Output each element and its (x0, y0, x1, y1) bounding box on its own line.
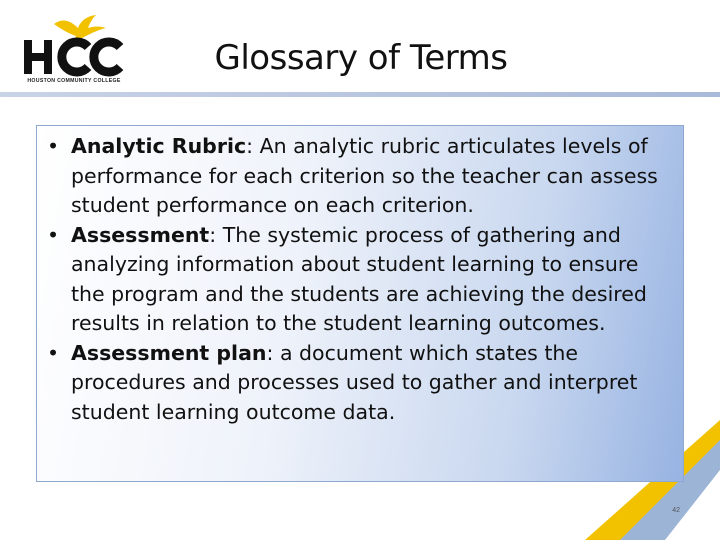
term-separator: : (209, 222, 223, 247)
page-number: 42 (672, 507, 680, 514)
bullet: • (46, 222, 60, 247)
slide-title: Glossary of Terms (214, 38, 508, 78)
term-separator: : (266, 340, 280, 365)
term-label: Assessment plan (71, 340, 267, 365)
term-label: Assessment (71, 222, 210, 247)
logo-college-name: HOUSTON COMMUNITY COLLEGE (27, 78, 121, 84)
glossary-item-assessment-plan (37, 339, 685, 428)
glossary-item-analytic-rubric (37, 132, 685, 221)
term-separator: : (246, 134, 260, 158)
bullet: • (46, 134, 60, 158)
glossary-item-assessment (37, 221, 685, 339)
glossary-box (36, 125, 684, 482)
term-definition: The systemic process of gathering and analyzing information about student learning to ensure the program and the students are achieving the desired results in relation to the student learning outcomes. (71, 222, 647, 335)
bullet: • (46, 340, 60, 365)
term-definition: An analytic rubric articulates levels of performance for each criterion so the teacher can assess student performance on each criterion. (71, 134, 658, 217)
term-definition: a document which states the procedures and processes used to gather and interpret student learning outcome data. (71, 340, 638, 424)
term-label: Analytic Rubric (71, 134, 247, 158)
glossary-list (37, 132, 685, 427)
